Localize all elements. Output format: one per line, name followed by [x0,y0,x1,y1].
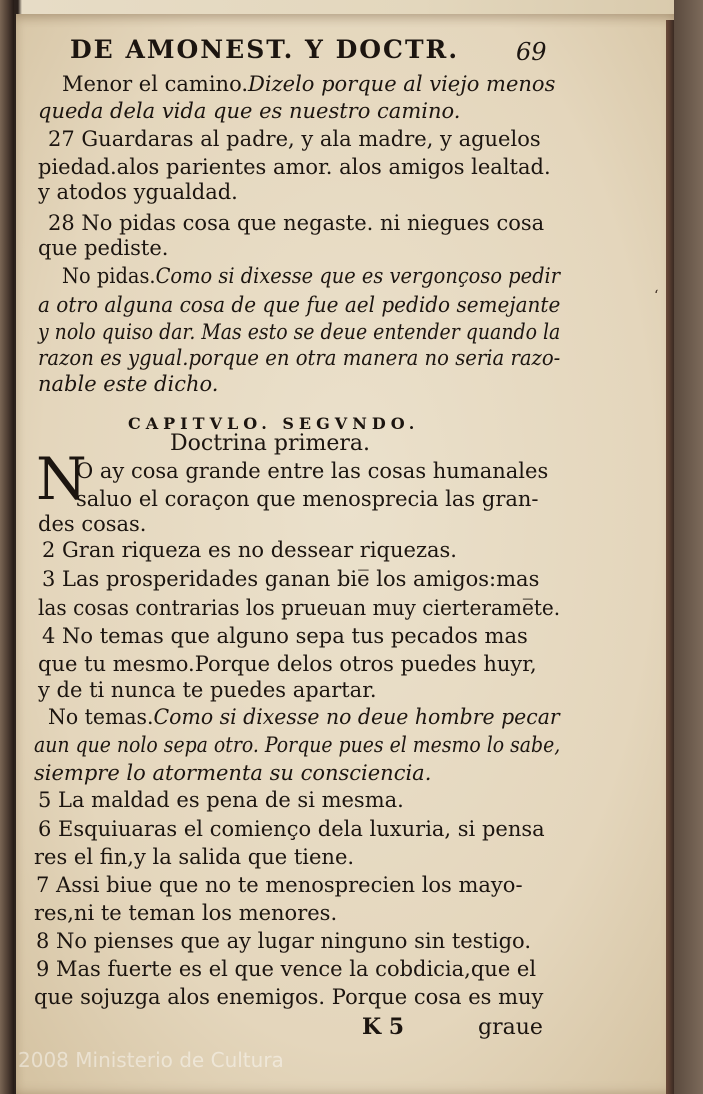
line-text: res,ni te teman los menores. [34,901,338,925]
line-text: 4 No temas que alguno sepa tus pecados mas [42,624,528,648]
text-line [38,293,560,317]
text-line [38,346,560,370]
text-line [62,72,555,96]
line-text: que pediste. [38,236,169,260]
page-edge [666,20,674,1094]
text-line [38,788,404,812]
text-line [42,538,457,562]
line-text: 3 Las prosperidades ganan bie̅ los amigos:mas [42,567,540,591]
text-line [36,957,536,981]
text-line [38,652,537,676]
text-line [34,845,354,869]
line-gloss: Dizelo porque al viejo menos [248,72,556,96]
text-line [48,705,560,729]
line-text: Menor el camino. [62,72,249,96]
drop-cap: N [36,445,87,513]
line-text: No pidas. [62,264,156,288]
text-line [38,180,238,204]
text-line [38,596,560,620]
signature-mark: K 5 [362,1014,405,1040]
line-gloss: nable este dicho. [38,372,219,396]
text-line [38,817,545,841]
text-line [38,678,377,702]
line-text: 7 Assi biue que no te menosprecien los mayo- [36,873,523,897]
text-line [36,873,523,897]
line-gloss: y nolo quiso dar. Mas esto se deue entender quando la [38,320,561,344]
text-line [34,733,560,757]
text-line [34,901,337,925]
line-text: que tu mesmo.Porque delos otros puedes huyr, [38,652,537,676]
text-line [48,127,541,151]
text-line [76,487,539,511]
line-gloss: queda dela vida que es nuestro camino. [38,99,461,123]
line-gloss: a otro alguna cosa de que fue ael pedido semejante [38,293,561,317]
line-text: 28 No pidas cosa que negaste. ni niegues cosa [48,211,545,235]
doctrine-heading: Doctrina primera. [170,431,371,456]
text-line [38,512,146,536]
line-text: que sojuzga alos enemigos. Porque cosa es muy [34,985,544,1009]
text-line [38,155,551,179]
text-line [38,236,168,260]
line-gloss: siempre lo atormenta su consciencia. [34,761,432,785]
text-line [38,372,218,396]
line-gloss: razon es ygual.porque en otra manera no seria razo- [38,346,561,370]
text-line [36,929,531,953]
line-text: y atodos ygualdad. [38,180,238,204]
text-line [62,264,560,288]
text-line [34,985,543,1009]
watermark: 2008 Ministerio de Cultura [18,1048,284,1072]
line-text: 5 La maldad es pena de si mesma. [38,788,404,812]
line-gloss: Como si dixesse que es vergonçoso pedir [155,264,560,288]
line-text: No temas. [48,705,154,729]
line-text: res el fin,y la salida que tiene. [34,845,355,869]
text-line [38,320,560,344]
line-text: 2 Gran riqueza es no dessear riquezas. [42,538,457,562]
catchword: graue [478,1015,543,1040]
line-text: y de ti nunca te puedes apartar. [38,678,377,702]
folio-number: 69 [516,38,547,66]
text-line [42,567,539,591]
line-text: des cosas. [38,512,147,536]
line-text: 6 Esquiuaras el comienço dela luxuria, si pensa [38,817,545,841]
line-gloss: Como si dixesse no deue hombre pecar [153,705,560,729]
text-line [34,761,431,785]
line-text: 27 Guardaras al padre, y ala madre, y aguelos [48,127,541,151]
text-line [48,211,544,235]
line-text: saluo el coraçon que menosprecia las gran- [76,487,539,511]
text-line [42,624,528,648]
binding-edge [0,0,14,1094]
running-title: DE AMONEST. Y DOCTR. [70,35,460,64]
line-text: O ay cosa grande entre las cosas humanales [76,459,549,483]
line-text: las cosas contrarias los prueuan muy cierterame̅te. [38,596,561,620]
line-text: 8 No pienses que ay lugar ninguno sin testigo. [36,929,532,953]
page-fleck: ‘ [654,288,659,304]
text-line [76,459,548,483]
line-text: 9 Mas fuerte es el que vence la cobdicia,que el [36,957,537,981]
chapter-heading: CAPITVLO. SEGVNDO. [128,414,420,433]
text-line [38,99,460,123]
line-gloss: aun que nolo sepa otro. Porque pues el mesmo lo sabe, [34,733,561,757]
line-text: piedad.alos parientes amor. alos amigos lealtad. [38,155,551,179]
background-strip [674,0,703,1094]
